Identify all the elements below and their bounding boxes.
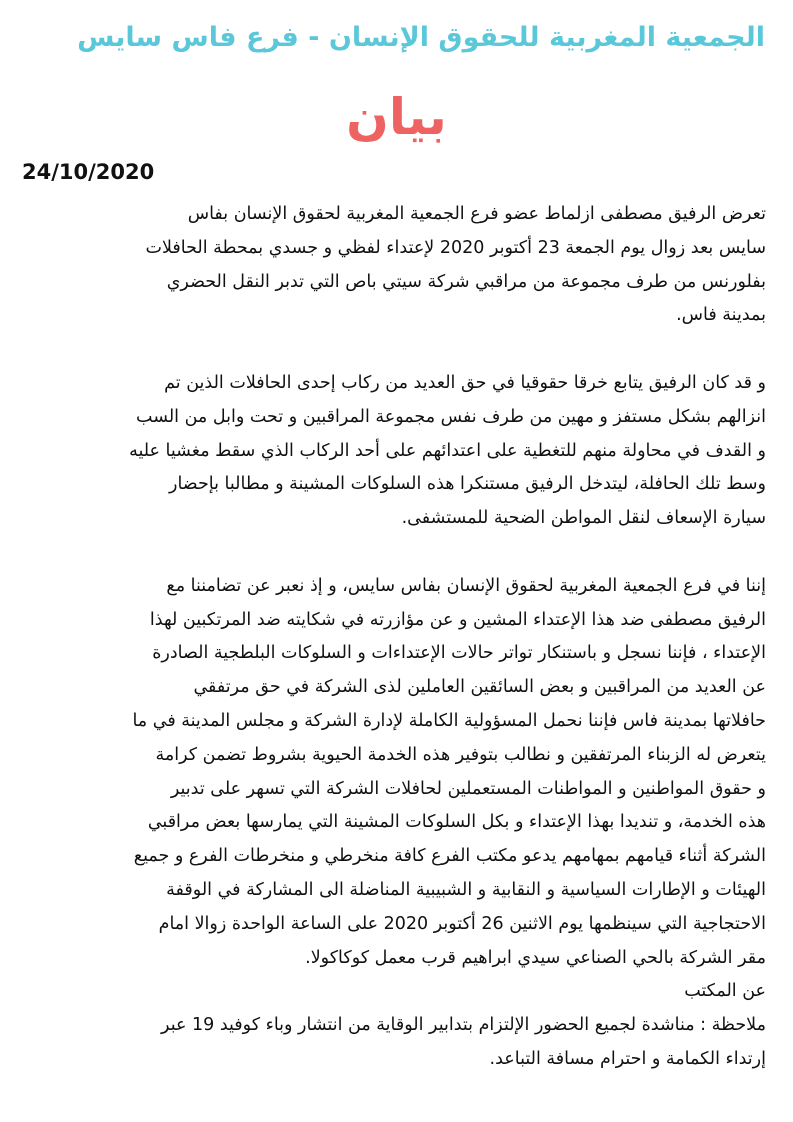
note bbox=[14, 1009, 766, 1077]
text-line: الرفيق مصطفى ضد هذا الإعتداء المشين و عن مؤازرته في شكايته ضد المرتكبين لهذا bbox=[149, 609, 766, 630]
text-line: بمدينة فاس. bbox=[676, 305, 766, 326]
text-line: عن العديد من المراقبين و بعض السائقين العاملين لذى الشركة في حق مرتفقي bbox=[193, 677, 766, 698]
text-line: تعرض الرفيق مصطفى ازلماط عضو فرع الجمعية المغربية لحقوق الإنسان بفاس bbox=[187, 204, 766, 224]
paragraph-spacer bbox=[14, 333, 766, 367]
text-line: الإعتداء ، فإننا نسجل و باستنكار تواتر حالات الإعتداءات و السلوكات البلطجية الصادرة bbox=[152, 643, 766, 664]
text-line: سايس بعد زوال يوم الجمعة 23 أكتوبر 2020 لإعتداء لفظي و جسدي بمحطة الحافلات bbox=[145, 237, 766, 258]
text-line: إرتداء الكمامة و احترام مسافة التباعد. bbox=[489, 1048, 766, 1069]
paragraph-context bbox=[14, 367, 766, 536]
signature: عن المكتب bbox=[684, 981, 766, 1002]
paragraph-position bbox=[14, 570, 766, 976]
text-line: الهيئات و الإطارات السياسية و النقابية و الشبيبية المناضلة الى المشاركة في الوقفة bbox=[166, 879, 766, 900]
text-line: سيارة الإسعاف لنقل المواطن الضحية للمستشفى. bbox=[401, 508, 766, 529]
statement-title: بيان bbox=[346, 88, 447, 146]
text-line: يتعرض له الزبناء المرتفقين و نطالب بتوفير هذه الخدمة الحيوية بشروط تضمن كرامة bbox=[155, 744, 766, 765]
text-line: انزالهم بشكل مستفز و مهين من طرف نفس مجموعة المراقبين و تحت وابل من السب bbox=[136, 406, 766, 427]
organization-title: الجمعية المغربية للحقوق الإنسان - فرع فاس سايس bbox=[77, 22, 765, 53]
text-line: هذه الخدمة، و تنديدا بهذا الإعتداء و بكل السلوكات المشينة التي يمارسها بعض مراقبي bbox=[147, 812, 766, 833]
text-line: و حقوق المواطنين و المواطنات المستعملين لحافلات الشركة التي تسهر على تدبير bbox=[170, 778, 766, 799]
statement-body bbox=[14, 198, 766, 1077]
text-line: و قد كان الرفيق يتابع خرقا حقوقيا في حق العديد من ركاب إحدى الحافلات الذين تم bbox=[164, 372, 766, 393]
text-line: بفلورنس من طرف مجموعة من مراقبي شركة سيتي باص التي تدبر النقل الحضري bbox=[166, 271, 766, 292]
text-line: وسط تلك الحافلة، ليتدخل الرفيق مستنكرا هذه السلوكات المشينة و مطالبا بإحضار bbox=[169, 474, 766, 495]
text-line: الشركة أثناء قيامهم بمهامهم يدعو مكتب الفرع كافة منخرطي و منخرطات الفرع و جميع bbox=[133, 846, 766, 867]
paragraph-spacer bbox=[14, 536, 766, 570]
text-line: مقر الشركة بالحي الصناعي سيدي ابراهيم قرب معمل كوكاكولا. bbox=[305, 947, 766, 968]
text-line: حافلاتها بمدينة فاس فإننا نحمل المسؤولية الكاملة لإدارة الشركة و مجلس المدينة في ما bbox=[132, 710, 766, 731]
text-line: الاحتجاجية التي سينظمها يوم الاثنين 26 أكتوبر 2020 على الساعة الواحدة زوالا امام bbox=[158, 913, 766, 934]
paragraph-incident bbox=[14, 198, 766, 333]
text-line: ملاحظة : مناشدة لجميع الحضور الإلتزام بتدابير الوقاية من انتشار وباء كوفيد 19 عبر bbox=[161, 1015, 766, 1036]
text-line: إننا في فرع الجمعية المغربية لحقوق الإنسان بفاس سايس، و إذ نعبر عن تضامننا مع bbox=[166, 575, 766, 596]
text-line: و القدف في محاولة منهم للتغطية على اعتدائهم على أحد الركاب الذي سقط مغشيا عليه bbox=[129, 440, 766, 461]
statement-date: 24/10/2020 bbox=[22, 160, 155, 184]
